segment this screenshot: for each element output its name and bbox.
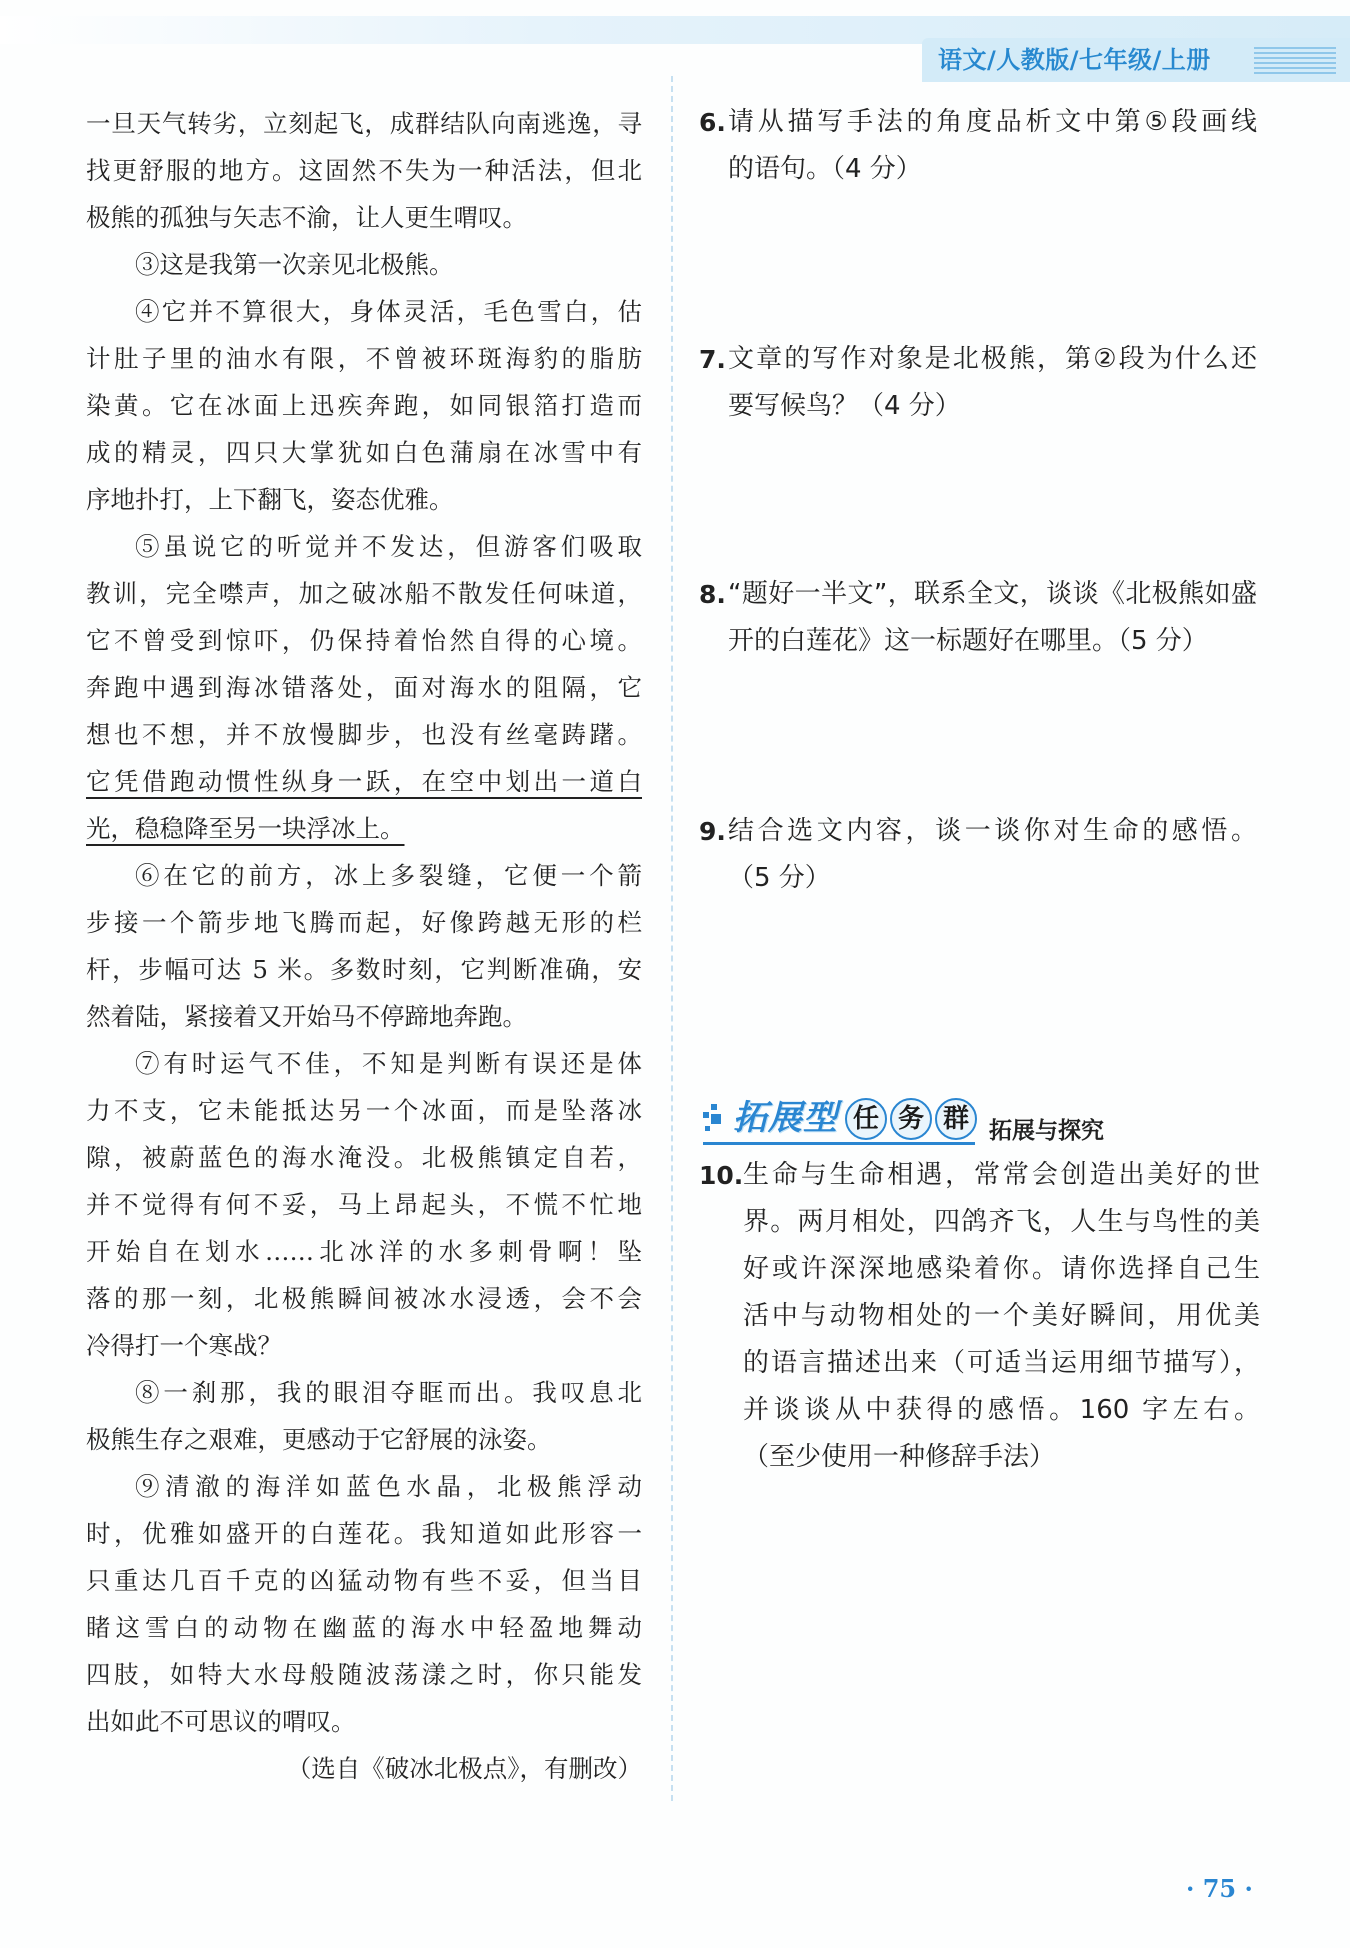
- article-paragraph: [86, 852, 642, 1040]
- circle-char: 群: [935, 1098, 977, 1140]
- article-paragraph: [86, 241, 642, 288]
- question-number: 9.: [699, 817, 726, 846]
- article-line: ④它并不算很大，身体灵活，毛色雪白，估: [135, 297, 642, 326]
- question-number: 6.: [699, 108, 726, 137]
- article-text: [86, 100, 642, 1792]
- question-text: [728, 336, 1257, 430]
- article-paragraph: [86, 100, 642, 241]
- question-line: 请从描写手法的角度品析文中第⑤段画线: [728, 107, 1257, 137]
- article-paragraph: [86, 288, 642, 523]
- question-line: 界。两月相处，四鸽齐飞，人生与鸟性的美: [743, 1207, 1260, 1237]
- question-line: 结合选文内容，谈一谈你对生命的感悟。: [728, 816, 1257, 846]
- article-line: 隙，被蔚蓝色的海水淹没。北极熊镇定自若，: [86, 1143, 642, 1172]
- article-line: 极熊的孤独与矢志不渝，让人更生喟叹。: [86, 203, 527, 232]
- article-line: 奔跑中遇到海冰错落处，面对海水的阻隔，它: [86, 673, 642, 702]
- article-line: 睹这雪白的动物在幽蓝的海水中轻盈地舞动: [86, 1613, 642, 1642]
- article-line: 杆，步幅可达 5 米。多数时刻，它判断准确，安: [86, 955, 642, 984]
- question-number: 10.: [699, 1161, 744, 1190]
- question-line: （至少使用一种修辞手法）: [743, 1442, 1056, 1472]
- question-line: 要写候鸟？（4 分）: [728, 391, 961, 421]
- article-source: （选自《破冰北极点》，有删改）: [286, 1754, 642, 1783]
- article-line: 然着陆，紧接着又开始马不停蹄地奔跑。: [86, 1002, 527, 1031]
- article-paragraph: [86, 523, 642, 852]
- book-label: 语文/人教版/七年级/上册: [938, 46, 1211, 74]
- question-number: 8.: [699, 580, 726, 609]
- article-line: [86, 805, 642, 852]
- article-line: 力不支，它未能抵达另一个冰面，而是坠落冰: [86, 1096, 642, 1125]
- section-header: [703, 1092, 1123, 1152]
- question-text: [728, 571, 1257, 665]
- article-line: 计肚子里的油水有限，不曾被环斑海豹的脂肪: [86, 344, 642, 373]
- article-line: 想也不想，并不放慢脚步，也没有丝毫踌躇。: [86, 720, 642, 749]
- article-paragraph: [86, 1040, 642, 1369]
- article-paragraph: [86, 1463, 642, 1745]
- question-line: 好或许深深地感染着你。请你选择自己生: [743, 1254, 1260, 1284]
- question-text: [728, 99, 1257, 193]
- article-line: 找更舒服的地方。这固然不失为一种活法，但北: [86, 156, 642, 185]
- article-line: ③这是我第一次亲见北极熊。: [135, 250, 454, 279]
- article-line: 极熊生存之艰难，更感动于它舒展的泳姿。: [86, 1425, 552, 1454]
- article-line: 步接一个箭步地飞腾而起，好像跨越无形的栏: [86, 908, 642, 937]
- article-line: 出如此不可思议的喟叹。: [86, 1707, 356, 1736]
- article-line: 并不觉得有何不妥，马上昂起头，不慌不忙地: [86, 1190, 642, 1219]
- question-line: 文章的写作对象是北极熊，第②段为什么还: [728, 344, 1257, 374]
- article-line: 时，优雅如盛开的白莲花。我知道如此形容一: [86, 1519, 642, 1548]
- article-line: ⑨清澈的海洋如蓝色水晶，北极熊浮动: [135, 1472, 642, 1501]
- article-line: 一旦天气转劣，立刻起飞，成群结队向南逃逸，寻: [86, 109, 642, 138]
- header-stripes-decoration: [1254, 47, 1336, 75]
- circle-char: 任: [845, 1098, 887, 1140]
- question-number: 7.: [699, 345, 726, 374]
- article-line: 染黄。它在冰面上迅疾奔跑，如同银箔打造而: [86, 391, 642, 420]
- article-line: 序地扑打，上下翻飞，姿态优雅。: [86, 485, 454, 514]
- section-subtitle: 拓展与探究: [989, 1118, 1104, 1144]
- article-line: 教训，完全噤声，加之破冰船不散发任何味道，: [86, 579, 642, 608]
- article-line: 只重达几百千克的凶猛动物有些不妥，但当目: [86, 1566, 642, 1595]
- article-line: 成的精灵，四只大掌犹如白色蒲扇在冰雪中有: [86, 438, 642, 467]
- column-divider: [671, 76, 673, 1801]
- article-line: ⑧一刹那，我的眼泪夺眶而出。我叹息北: [135, 1378, 642, 1407]
- question-line: 的语句。（4 分）: [728, 154, 922, 184]
- question-line: 的语言描述出来（可适当运用细节描写），: [743, 1348, 1260, 1378]
- question-line: 并谈谈从中获得的感悟。160 字左右。: [743, 1395, 1260, 1425]
- circle-char: 务: [890, 1098, 932, 1140]
- question-line: 活中与动物相处的一个美好瞬间，用优美: [743, 1301, 1260, 1331]
- question-text: [728, 808, 1257, 902]
- article-paragraph: [86, 1369, 642, 1463]
- question-line: “题好一半文”，联系全文，谈谈《北极熊如盛: [728, 579, 1257, 609]
- section-deco-icon: [703, 1104, 721, 1134]
- section-underline: [703, 1142, 975, 1145]
- article-line: 冷得打一个寒战？: [86, 1331, 282, 1360]
- article-line: ⑦有时运气不佳，不知是判断有误还是体: [135, 1049, 642, 1078]
- question-line: 生命与生命相遇，常常会创造出美好的世: [743, 1160, 1260, 1190]
- underlined-sentence: 光，稳稳降至另一块浮冰上。: [86, 814, 405, 843]
- article-line: 落的那一刻，北极熊瞬间被冰水浸透，会不会: [86, 1284, 642, 1313]
- section-title: 拓展型: [733, 1098, 838, 1138]
- page-number: · 75 ·: [1186, 1874, 1253, 1903]
- article-line: [86, 758, 642, 805]
- question-text: [743, 1152, 1260, 1481]
- article-line: 开始自在划水……北冰洋的水多刺骨啊！坠: [86, 1237, 642, 1266]
- article-line: ⑤虽说它的听觉并不发达，但游客们吸取: [135, 532, 642, 561]
- section-circles: [845, 1098, 977, 1140]
- article-line: 四肢，如特大水母般随波荡漾之时，你只能发: [86, 1660, 642, 1689]
- article-line: ⑥在它的前方，冰上多裂缝，它便一个箭: [135, 861, 642, 890]
- underlined-sentence: 它凭借跑动惯性纵身一跃，在空中划出一道白: [86, 767, 642, 796]
- article-line: 它不曾受到惊吓，仍保持着怡然自得的心境。: [86, 626, 642, 655]
- question-line: 开的白莲花》这一标题好在哪里。（5 分）: [728, 626, 1208, 656]
- question-line: （5 分）: [728, 863, 831, 893]
